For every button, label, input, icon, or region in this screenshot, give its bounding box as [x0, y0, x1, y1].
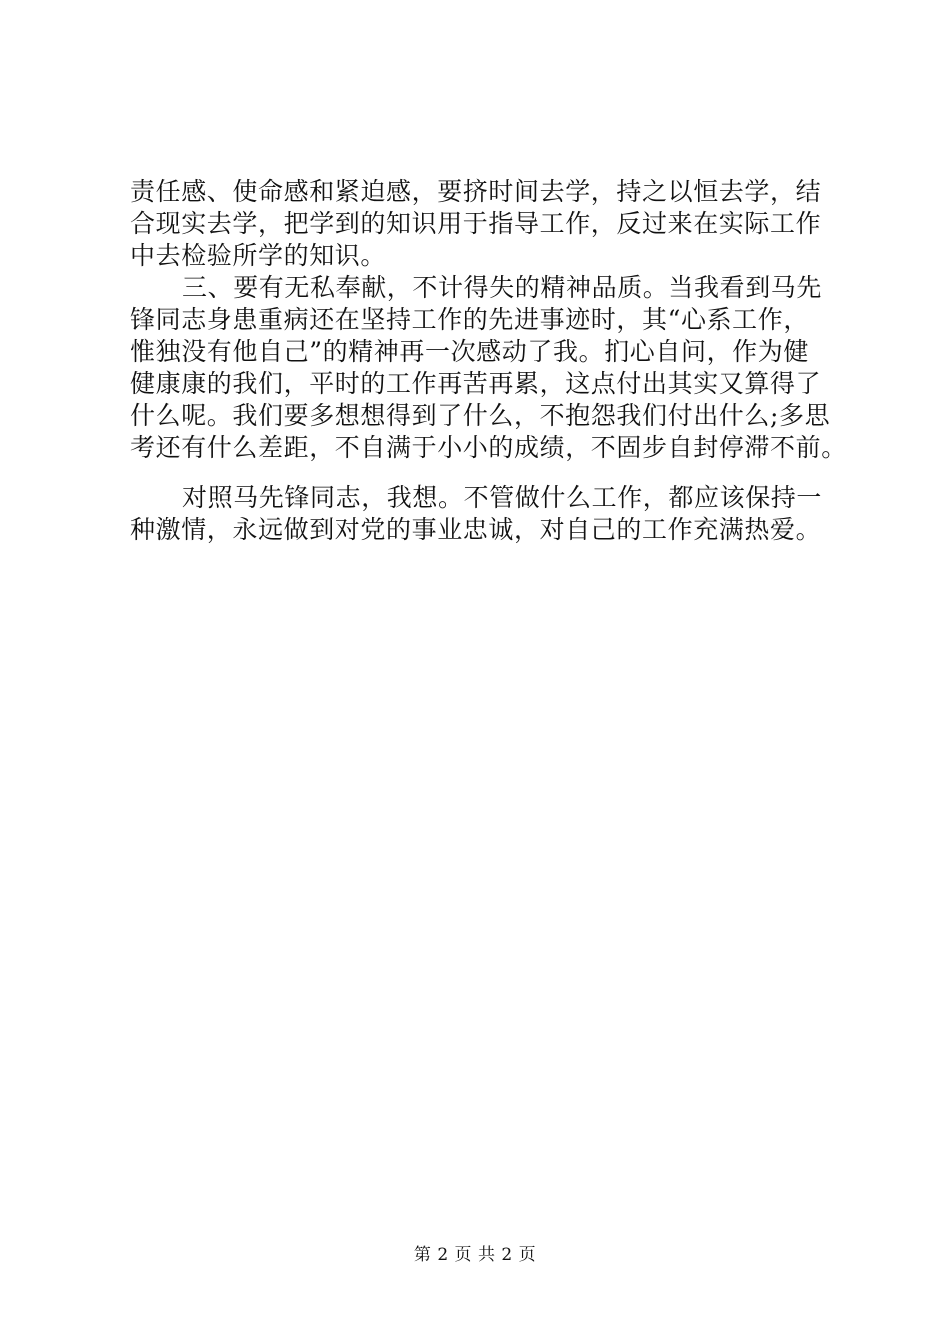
- paragraph-line: 健康康的我们，平时的工作再苦再累，这点付出其实又算得了: [130, 369, 822, 398]
- paragraph-line: 惟独没有他自己”的精神再一次感动了我。扪心自问，作为健: [130, 337, 809, 366]
- paragraph-line: 什么呢。我们要多想想得到了什么，不抱怨我们付出什么;多思: [130, 401, 831, 430]
- paragraph-line: 合现实去学，把学到的知识用于指导工作，反过来在实际工作: [130, 209, 822, 238]
- paragraph-line: 三、要有无私奉献，不计得失的精神品质。当我看到马先: [182, 273, 823, 302]
- paragraph-line: 责任感、使命感和紧迫感，要挤时间去学，持之以恒去学，结: [130, 177, 822, 206]
- page-number-footer: 第 2 页 共 2 页: [413, 1245, 537, 1265]
- paragraph-line: 对照马先锋同志，我想。不管做什么工作，都应该保持一: [182, 483, 823, 512]
- paragraph-line: 中去检验所学的知识。: [130, 241, 387, 270]
- paragraph-line: 锋同志身患重病还在坚持工作的先进事迹时，其“心系工作，: [130, 305, 809, 334]
- paragraph-line: 种激情，永远做到对党的事业忠诚，对自己的工作充满热爱。: [130, 515, 822, 544]
- paragraph-line: 考还有什么差距，不自满于小小的成绩，不固步自封停滞不前。: [130, 433, 847, 462]
